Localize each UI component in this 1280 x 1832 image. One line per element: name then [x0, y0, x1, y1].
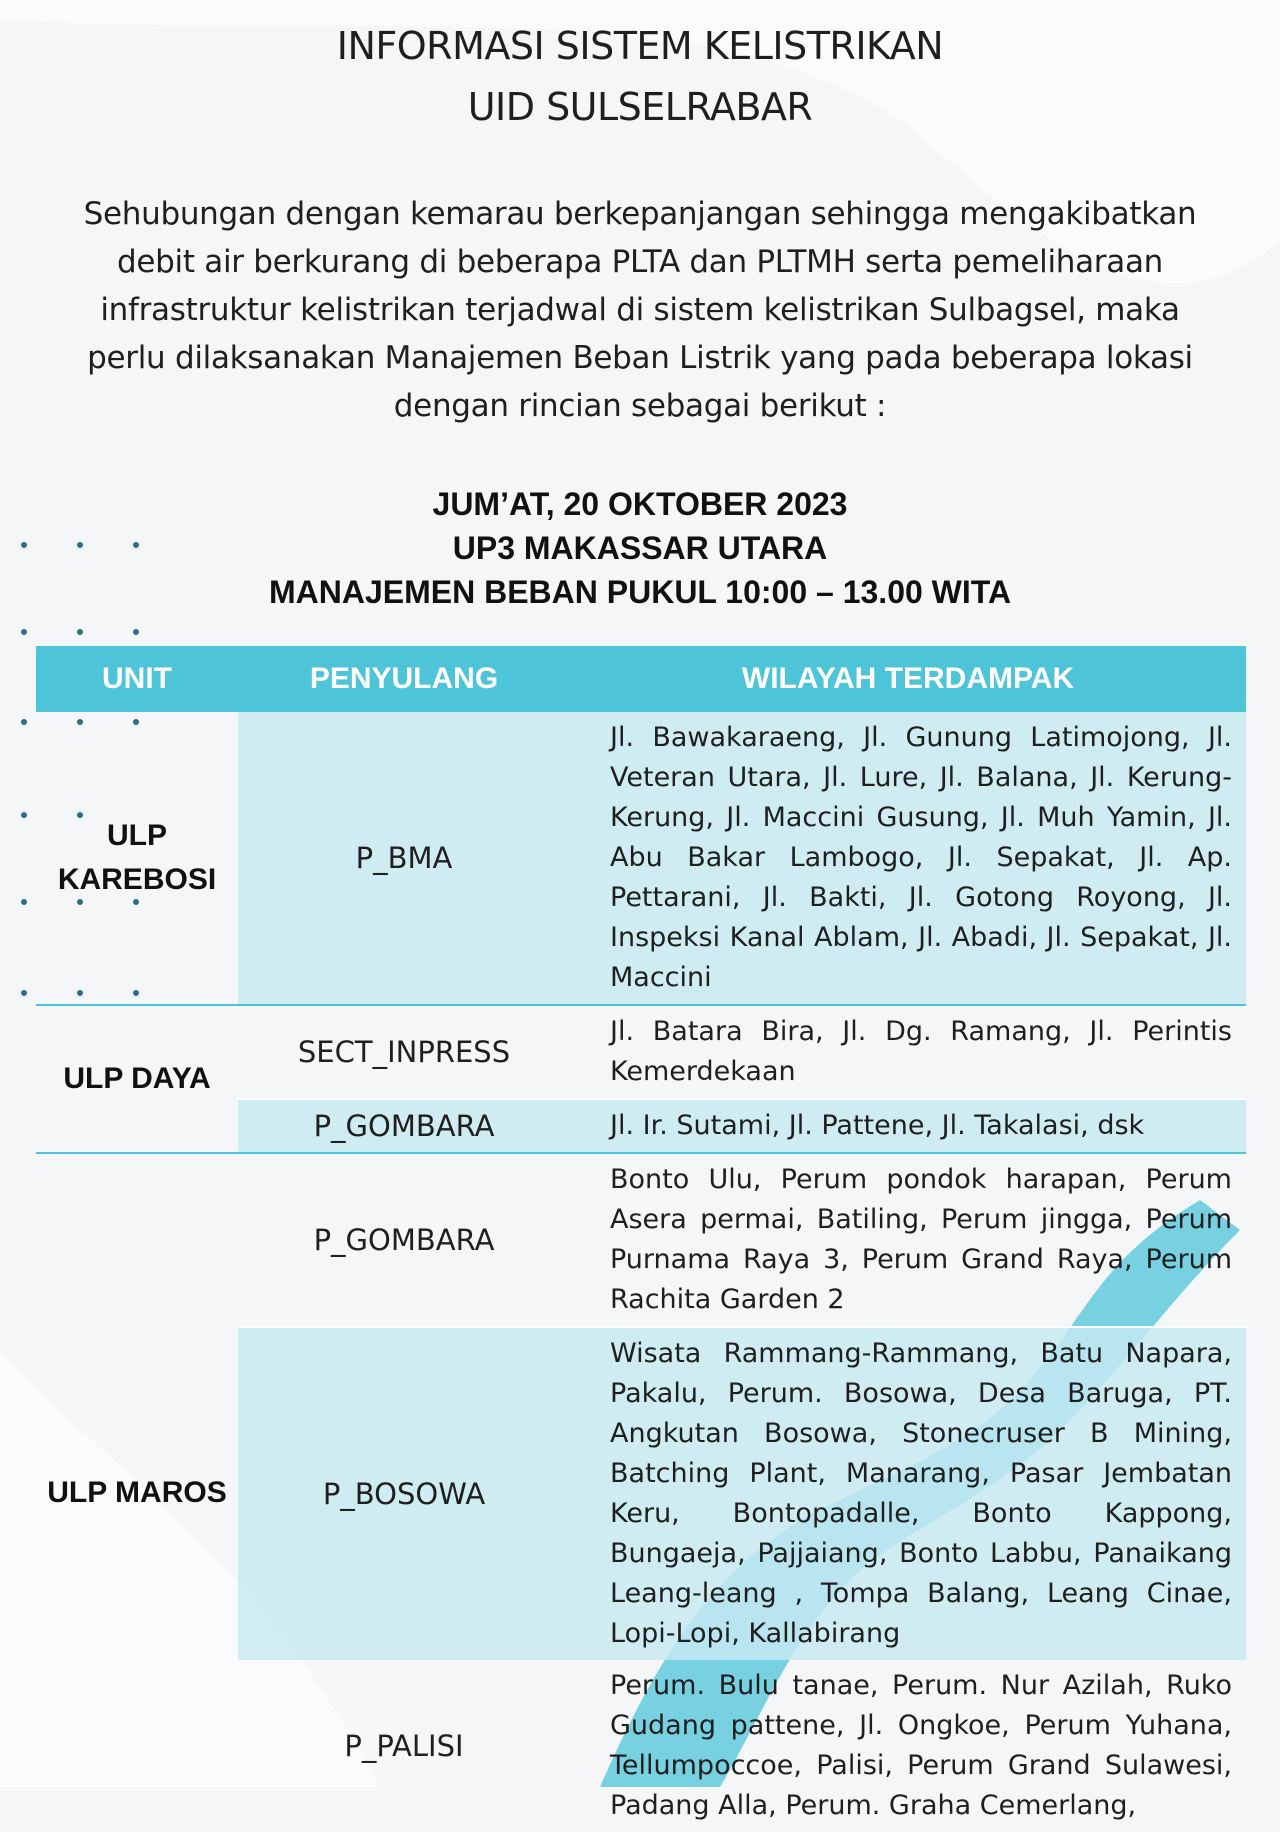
- feeder-cell: SECT_INPRESS: [238, 1005, 570, 1099]
- header-affected-area: WILAYAH TERDAMPAK: [570, 646, 1246, 712]
- page-title-line1: INFORMASI SISTEM KELISTRIKAN: [336, 24, 944, 68]
- unit-cell: ULP KAREBOSI: [57, 819, 217, 896]
- affected-area-cell: Bonto Ulu, Perum pondok harapan, Perum Asera permai, Batiling, Perum jingga, Perum Purnama Raya 3, Perum Grand Raya, Perum Rachita Garden 2: [570, 1153, 1246, 1327]
- affected-area-cell: Jl. Bawakaraeng, Jl. Gunung Latimojong, Jl. Veteran Utara, Jl. Lure, Jl. Balana, Jl. Kerung-Kerung, Jl. Maccini Gusung, Jl. Muh Yamin, Jl. Abu Bakar Lambogo, Jl. Sepakat, Jl. Ap. Pettarani, Jl. Bakti, Jl. Gotong Royong, Jl. Inspeksi Kanal Ablam, Jl. Abadi, Jl. Sepakat, Jl. Maccini: [570, 712, 1246, 1005]
- schedule-time: MANAJEMEN BEBAN PUKUL 10:00 – 13.00 WITA: [268, 574, 1012, 610]
- feeder-cell: P_PALISI: [344, 1729, 464, 1763]
- table-header-row: [36, 646, 1246, 712]
- affected-area-cell: Wisata Rammang-Rammang, Batu Napara, Pakalu, Perum. Bosowa, Desa Baruga, PT. Angkutan Bosowa, Stonecruser B Mining, Batching Plant, Manarang, Pasar Jembatan Keru, Bontopadalle, Bonto Kappong, Bungaeja, Pajjaiang, Bonto Labbu, Panaikang Leang-leang , Tompa Balang, Leang Cinae, Lopi-Lopi, Kallabirang: [570, 1327, 1246, 1660]
- table-row: [36, 1005, 1246, 1099]
- feeder-cell: P_GOMBARA: [238, 1153, 570, 1327]
- unit-cell: ULP MAROS: [36, 1153, 238, 1832]
- feeder-cell: P_BOSOWA: [238, 1327, 570, 1660]
- affected-area-cell: Perum. Bulu tanae, Perum. Nur Azilah, Ruko Gudang pattene, Jl. Ongkoe, Perum Yuhana, Tellumpoccoe, Palisi, Perum Grand Sulawesi, Padang Alla, Perum. Graha Cemerlang,: [610, 1670, 1232, 1821]
- feeder-cell: P_BMA: [238, 712, 570, 1005]
- unit-cell: ULP DAYA: [36, 1005, 238, 1153]
- schedule-up3: UP3 MAKASSAR UTARA: [452, 530, 828, 566]
- header-feeder: PENYULANG: [238, 646, 570, 712]
- intro-paragraph: Sehubungan dengan kemarau berkepanjangan sehingga mengakibatkan debit air berkurang di beberapa PLTA dan PLTMH serta pemeliharaan infrastruktur kelistrikan terjadwal di sistem kelistrikan Sulbagsel, maka perlu dilaksanakan Manajemen Beban Listrik yang pada beberapa lokasi dengan rincian sebagai berikut :: [83, 196, 1197, 424]
- affected-area-cell: Jl. Ir. Sutami, Jl. Pattene, Jl. Takalasi, dsk: [570, 1099, 1246, 1153]
- schedule-date: JUM’AT, 20 OKTOBER 2023: [432, 486, 848, 522]
- header-unit: UNIT: [36, 646, 238, 712]
- table-row: [36, 1153, 1246, 1327]
- page-title-line2: UID SULSELRABAR: [467, 85, 813, 129]
- feeder-cell: P_GOMBARA: [238, 1099, 570, 1153]
- affected-areas-table: [36, 646, 1246, 1832]
- affected-area-cell: Jl. Batara Bira, Jl. Dg. Ramang, Jl. Perintis Kemerdekaan: [570, 1005, 1246, 1099]
- table-row: [36, 712, 1246, 1005]
